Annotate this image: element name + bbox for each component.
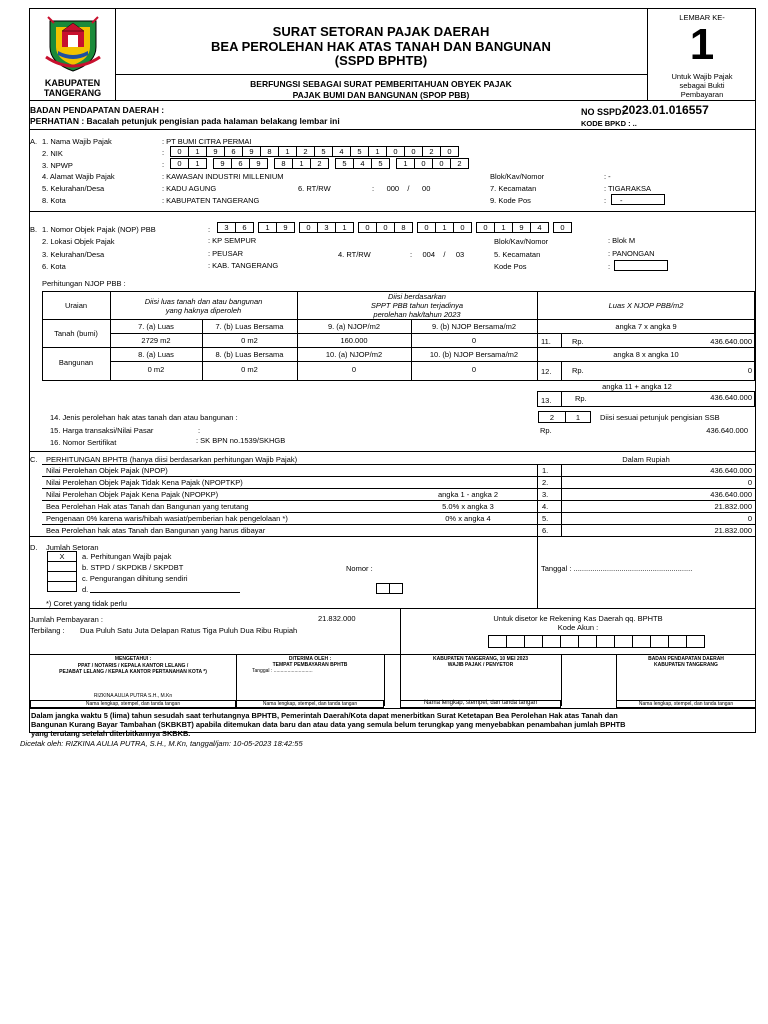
- sertifikat-label: 16. Nomor Sertifikat: [50, 438, 117, 447]
- t-7b-label: 7. (b) Luas Bersama: [215, 322, 284, 331]
- b-rtrw-value: : 004 / 03: [410, 250, 465, 259]
- rekening-text: Untuk disetor ke Rekening Kas Daerah qq. BPHTB: [493, 614, 663, 623]
- njop-h-njop-2: SPPT PBB tahun terjadinya: [370, 301, 464, 310]
- b-formula: angka 8 x angka 10: [613, 350, 679, 359]
- option-a-checkbox[interactable]: X: [47, 551, 77, 562]
- sig1-title-1: MENGETAHUI :: [114, 656, 152, 662]
- c-row-value: 436.640.000: [710, 490, 752, 499]
- c-row-formula: angka 1 - angka 2: [437, 490, 499, 499]
- b-10b-label: 10. (b) NJOP Bersama/m2: [429, 350, 519, 359]
- sig2-title-1: DITERIMA OLEH :: [288, 656, 332, 662]
- nik-digit: 6: [224, 146, 243, 157]
- harga-value: 436.640.000: [706, 426, 748, 435]
- agency-notice: PERHATIAN : Bacalah petunjuk pengisian pada halaman belakang lembar ini: [30, 116, 340, 126]
- form-title-1: SURAT SETORAN PAJAK DAERAH: [272, 24, 490, 39]
- kode-akun-digit[interactable]: [668, 635, 687, 648]
- njop-h-njop-3: perolehan hak/tahun 2023: [373, 310, 461, 319]
- jenis-label: 14. Jenis perolehan hak atas tanah dan atau bangunan :: [50, 413, 238, 422]
- footer-notice-3: yang terutang setelah diterbitkannya SKBKB.: [31, 729, 191, 738]
- kode-akun-digit[interactable]: [488, 635, 507, 648]
- b-kelurahan-value: : PEUSAR: [208, 249, 244, 258]
- option-a-label: a. Perhitungan Wajib pajak: [82, 552, 172, 561]
- t-formula: angka 7 x angka 9: [615, 322, 677, 331]
- b-kecamatan-label: 5. Kecamatan: [494, 250, 541, 259]
- a-kelurahan-label: 5. Kelurahan/Desa: [42, 184, 105, 193]
- t-njop-bersama: 0: [471, 336, 477, 345]
- nik-digit: 2: [296, 146, 315, 157]
- c-row-label: Pengenaan 0% karena waris/hibah wasiat/pemberian hak pengelolaan *): [46, 514, 288, 523]
- jumlah-value: 21.832.000: [318, 614, 356, 623]
- section-d-title: Jumlah Setoran: [46, 543, 99, 552]
- nik-digit: 0: [404, 146, 423, 157]
- npwp-digit: 0: [170, 158, 189, 169]
- b-lokasi-label: 2. Lokasi Objek Pajak: [42, 237, 115, 246]
- kode-akun-digit[interactable]: [632, 635, 651, 648]
- nop-digit: 3: [317, 222, 336, 233]
- nop-digit: 0: [453, 222, 472, 233]
- t-7a-label: 7. (a) Luas: [138, 322, 174, 331]
- njop-h-luas-1: Diisi luas tanah dan atau bangunan: [144, 297, 263, 306]
- option-d-checkbox[interactable]: [47, 581, 77, 592]
- b-no: 12.: [541, 367, 552, 376]
- sheet-label: LEMBAR KE-: [679, 13, 725, 22]
- sig1-title-3: PEJABAT LELANG / KEPALA KANTOR PERTANAHAN KOTA *): [59, 669, 207, 675]
- c-row-label: Nilai Perolehan Objek Pajak (NPOP): [46, 466, 168, 475]
- c-row-value: 0: [747, 478, 752, 487]
- option-d-line: [90, 592, 240, 593]
- sum-no: 13.: [541, 396, 552, 405]
- c-row-number: 3.: [542, 490, 549, 499]
- npwp-digit: 1: [292, 158, 311, 169]
- a-kodepos-box: [611, 194, 665, 205]
- sum-rp: Rp.: [575, 394, 587, 403]
- footer-notice-2: Bangunan Kurang Bayar Tambahan (SKBKBT) apabila ditemukan data baru dan atau data yang semula belum terungkap yang menyebabkan penambahan jumlah BPHTB: [31, 720, 626, 729]
- npwp-digit: 2: [310, 158, 329, 169]
- section-d-letter: D.: [30, 543, 38, 552]
- nik-colon: :: [162, 148, 165, 157]
- bangunan-label: Bangunan: [58, 358, 94, 367]
- sig1-caption: Nama lengkap, stempel, dan tanda tangan: [85, 701, 181, 707]
- npwp-digit: 1: [396, 158, 415, 169]
- sum-formula: angka 11 + angka 12: [602, 382, 672, 391]
- a-kota-label: 8. Kota: [42, 196, 66, 205]
- section-a-letter: A.: [30, 137, 38, 146]
- address-value: : KAWASAN INDUSTRI MILLENIUM: [162, 172, 284, 181]
- nop-digit: 0: [417, 222, 436, 233]
- nik-digit: 9: [206, 146, 225, 157]
- b-luas: 0 m2: [147, 365, 165, 374]
- sheet-note-3: Pembayaran: [680, 90, 724, 99]
- agency-name: BADAN PENDAPATAN DAERAH :: [30, 105, 165, 115]
- nop-colon: :: [208, 225, 211, 234]
- c-row-number: 4.: [542, 502, 549, 511]
- nop-digit: 6: [235, 222, 254, 233]
- regency-logo: [44, 13, 102, 73]
- nop-digits: [218, 222, 572, 233]
- npwp-digit: 9: [213, 158, 232, 169]
- t-luas: 2729 m2: [141, 336, 171, 345]
- nik-digit: 5: [314, 146, 333, 157]
- kode-akun-digit[interactable]: [560, 635, 579, 648]
- c-row-label: Bea Perolehan Hak atas Tanah dan Bangunan yang terutang: [46, 502, 249, 511]
- c-row-number: 1.: [542, 466, 549, 475]
- b-kecamatan-value: : PANONGAN: [608, 249, 655, 258]
- njop-title: Perhitungan NJOP PBB :: [42, 279, 126, 288]
- t-9b-label: 9. (b) NJOP Bersama/m2: [431, 322, 517, 331]
- a-kota-value: : KABUPATEN TANGERANG: [162, 196, 260, 205]
- t-total: 436.640.000: [710, 337, 752, 346]
- b-8b-label: 8. (b) Luas Bersama: [215, 350, 284, 359]
- form-title-2: BEA PEROLEHAN HAK ATAS TANAH DAN BANGUNAN: [211, 39, 551, 54]
- form-title-3: (SSPD BPHTB): [334, 53, 428, 68]
- npwp-digit: 0: [432, 158, 451, 169]
- nop-digit: 9: [512, 222, 531, 233]
- address-label: 4. Alamat Wajib Pajak: [42, 172, 115, 181]
- c-row-number: 5.: [542, 514, 549, 523]
- npwp-separator: [482, 158, 490, 169]
- kode-akun-digit[interactable]: [596, 635, 615, 648]
- section-c-col-label: Dalam Rupiah: [622, 455, 670, 464]
- nomor-label: Nomor :: [346, 564, 373, 573]
- tanah-label: Tanah (bumi): [54, 329, 98, 338]
- kode-akun-boxes[interactable]: [489, 635, 705, 648]
- nomor-box-1[interactable]: [376, 583, 390, 594]
- nop-digit: 1: [335, 222, 354, 233]
- taxpayer-name-value: : PT BUMI CITRA PERMAI: [162, 137, 252, 146]
- sig4-caption: Nama lengkap, stempel, dan tanda tangan: [638, 701, 734, 707]
- nik-digit: 1: [368, 146, 387, 157]
- jumlah-label: Jumlah Pembayaran :: [30, 615, 103, 624]
- b-blok-label: Blok/Kav/Nomor: [494, 237, 549, 246]
- c-row-value: 0: [747, 514, 752, 523]
- bpkd-code: KODE BPKD : ..: [581, 119, 637, 128]
- c-row-value: 21.832.000: [714, 502, 752, 511]
- b-8a-label: 8. (a) Luas: [138, 350, 174, 359]
- npwp-digit: 2: [450, 158, 469, 169]
- nik-digit: 1: [188, 146, 207, 157]
- kode-akun-digit[interactable]: [578, 635, 597, 648]
- b-luas-bersama: 0 m2: [241, 365, 258, 374]
- npwp-digit: 0: [414, 158, 433, 169]
- t-9a-label: 9. (a) NJOP/m2: [327, 322, 381, 331]
- section-c-title: PERHITUNGAN BPHTB (hanya diisi berdasarkan perhitungan Wajib Pajak): [46, 455, 298, 464]
- nik-label: 2. NIK: [42, 149, 63, 158]
- printed-by: Dicetak oleh: RIZKINA AULIA PUTRA, S.H., M.Kn, tanggal/jam: 10-05-2023 18:42:55: [20, 739, 303, 748]
- nik-digit: 5: [350, 146, 369, 157]
- kode-akun-digit[interactable]: [614, 635, 633, 648]
- kode-akun-digit[interactable]: [524, 635, 543, 648]
- c-row-label: Nilai Perolehan Objek Pajak Kena Pajak (NPOPKP): [46, 490, 219, 499]
- kode-akun-digit[interactable]: [686, 635, 705, 648]
- sig2-title-2: TEMPAT PEMBAYARAN BPHTB: [272, 662, 348, 668]
- b-10a-label: 10. (a) NJOP/m2: [325, 350, 383, 359]
- b-kelurahan-label: 3. Kelurahan/Desa: [42, 250, 105, 259]
- terbilang-value: Dua Puluh Satu Juta Delapan Ratus Tiga Puluh Dua Ribu Rupiah: [80, 626, 298, 635]
- t-rp: Rp.: [572, 337, 584, 346]
- nop-digit: 1: [258, 222, 277, 233]
- c-row-formula: 0% x angka 4: [445, 514, 491, 523]
- regency-name-line1: KABUPATEN: [44, 78, 101, 88]
- harga-colon: :: [198, 426, 201, 435]
- nop-digit: 1: [494, 222, 513, 233]
- sig2-caption: Nama lengkap, stempel, dan tanda tangan: [262, 701, 358, 707]
- nop-digit: 0: [553, 222, 572, 233]
- a-blok-value: : -: [604, 172, 611, 181]
- c-row-number: 6.: [542, 526, 549, 535]
- nop-digit: 3: [217, 222, 236, 233]
- t-luas-bersama: 0 m2: [241, 336, 258, 345]
- nop-digit: 0: [358, 222, 377, 233]
- sig3-title-2: WAJIB PAJAK / PENYETOR: [447, 662, 514, 668]
- section-c-letter: C.: [30, 455, 38, 464]
- nik-digit: 8: [260, 146, 279, 157]
- tanggal-label: Tanggal : .........................................................: [541, 564, 693, 573]
- a-kodepos-value: -: [620, 196, 623, 205]
- nik-digit: 2: [422, 146, 441, 157]
- sertifikat-value: : SK BPN no.1539/SKHGB: [196, 436, 286, 445]
- sig4-title-1: BADAN PENDAPATAN DAERAH: [648, 656, 724, 662]
- a-kecamatan-label: 7. Kecamatan: [490, 184, 537, 193]
- b-kodepos-label: Kode Pos: [494, 262, 527, 271]
- jenis-digit-2: 1: [565, 411, 591, 423]
- footer-notice-1: Dalam jangka waktu 5 (lima) tahun sesudah saat terhutangnya BPHTB, Pemerintah Daerah/Kota dapat menerbitkan Surat Ketetapan Bea Perolehan Hak atas Tanah dan: [31, 711, 618, 720]
- harga-label: 15. Harga transaksi/Nilai Pasar: [50, 426, 154, 435]
- a-blok-label: Blok/Kav/Nomor: [490, 172, 545, 181]
- nop-digit: 9: [276, 222, 295, 233]
- sum-total: 436.640.000: [710, 393, 752, 402]
- sspd-label: NO SSPD:: [581, 107, 625, 117]
- harga-rp: Rp.: [540, 426, 552, 435]
- c-row-value: 436.640.000: [710, 466, 752, 475]
- sig1-name: RIZKINA AULIA PUTRA S.H., M.Kn: [93, 693, 173, 699]
- regency-name-line2: TANGERANG: [43, 88, 102, 98]
- nop-digit: 4: [530, 222, 549, 233]
- a-rtrw-label: 6. RT/RW: [298, 184, 331, 193]
- c-row-value: 21.832.000: [714, 526, 752, 535]
- option-b-label: b. STPD / SKPDKB / SKPDBT: [82, 563, 184, 572]
- b-njop: 0: [351, 365, 357, 374]
- nik-digit: 4: [332, 146, 351, 157]
- sheet-note-2: sebagai Bukti: [679, 81, 725, 90]
- c-row-label: Bea Perolehan hak atas Tanah dan Bangunan yang harus dibayar: [46, 526, 266, 535]
- nik-digit: 0: [386, 146, 405, 157]
- npwp-digit: 5: [371, 158, 390, 169]
- nop-digit: 8: [394, 222, 413, 233]
- sig3-caption: Nama lengkap, stempel, dan tanda tangan: [423, 700, 538, 706]
- nik-digit: 1: [278, 146, 297, 157]
- b-rtrw-label: 4. RT/RW: [338, 250, 371, 259]
- t-njop: 160.000: [340, 336, 368, 345]
- footnote: *) Coret yang tidak perlu: [46, 599, 127, 608]
- nop-digit: 0: [476, 222, 495, 233]
- njop-h-uraian: Uraian: [64, 301, 88, 310]
- nik-digit: 0: [170, 146, 189, 157]
- a-kelurahan-value: : KADU AGUNG: [162, 184, 217, 193]
- a-kodepos-label: 9. Kode Pos: [490, 196, 531, 205]
- t-no: 11.: [541, 337, 551, 346]
- npwp-colon: :: [162, 160, 165, 169]
- c-row-number: 2.: [542, 478, 549, 487]
- option-d-label: d.: [82, 585, 89, 594]
- nik-digit: 9: [242, 146, 261, 157]
- nop-digit: 0: [299, 222, 318, 233]
- form-function-2: PAJAK BUMI DAN BANGUNAN (SPOP PBB): [292, 90, 470, 100]
- npwp-digit: 8: [274, 158, 293, 169]
- npwp-digit: 9: [249, 158, 268, 169]
- b-total: 0: [747, 366, 752, 375]
- njop-h-njop-1: Diisi berdasarkan: [388, 292, 446, 301]
- npwp-digit: 4: [353, 158, 372, 169]
- kode-akun-digit[interactable]: [650, 635, 669, 648]
- kode-akun-digit[interactable]: [542, 635, 561, 648]
- b-njop-bersama: 0: [471, 365, 477, 374]
- sig1-title-2: PPAT / NOTARIS / KEPALA KANTOR LELANG /: [77, 663, 189, 669]
- nik-digit: 0: [440, 146, 459, 157]
- option-c-label: c. Pengurangan dihitung sendiri: [82, 574, 188, 583]
- nop-digit: 1: [435, 222, 454, 233]
- sspd-number: 2023.01.016557: [622, 103, 709, 117]
- npwp-digit: 5: [335, 158, 354, 169]
- sig2-date: Tanggal : ............................: [252, 668, 313, 674]
- sig4-title-2: KABUPATEN TANGERANG: [654, 662, 718, 668]
- a-rtrw-value: : 000 / 00: [372, 184, 431, 193]
- jenis-note: Diisi sesuai petunjuk pengisian SSB: [600, 413, 720, 422]
- kode-akun-digit[interactable]: [506, 635, 525, 648]
- npwp-digits: [171, 158, 490, 169]
- nik-digits: [171, 146, 459, 157]
- sheet-number: 1: [689, 20, 715, 69]
- sig3-title-1: KABUPATEN TANGERANG, 10 MEI 2023: [432, 656, 529, 662]
- b-kota-label: 6. Kota: [42, 262, 66, 271]
- section-b-letter: B.: [30, 225, 38, 234]
- njop-h-total: Luas X NJOP PBB/m2: [608, 301, 684, 310]
- nop-digit: 0: [376, 222, 395, 233]
- nomor-box-2[interactable]: [389, 583, 403, 594]
- npwp-digit: 6: [231, 158, 250, 169]
- a-kodepos-colon: :: [604, 196, 607, 205]
- b-kodepos-box: [614, 260, 668, 271]
- a-kecamatan-value: : TIGARAKSA: [604, 184, 651, 193]
- b-lokasi-value: : KP SEMPUR: [208, 236, 257, 245]
- kode-akun-label: Kode Akun :: [557, 623, 599, 632]
- c-row-label: Nilai Perolehan Objek Pajak Tidak Kena Pajak (NPOPTKP): [46, 478, 243, 487]
- sheet-note-1: Untuk Wajib Pajak: [671, 72, 733, 81]
- nop-label: 1. Nomor Objek Pajak (NOP) PBB: [42, 225, 156, 234]
- b-kota-value: : KAB. TANGERANG: [208, 261, 279, 270]
- b-rp: Rp.: [572, 366, 584, 375]
- npwp-label: 3. NPWP: [42, 161, 73, 170]
- terbilang-label: Terbilang :: [30, 626, 65, 635]
- npwp-digit: 1: [188, 158, 207, 169]
- form-function-1: BERFUNGSI SEBAGAI SURAT PEMBERITAHUAN OBYEK PAJAK: [250, 79, 512, 89]
- taxpayer-name-label: 1. Nama Wajib Pajak: [42, 137, 112, 146]
- njop-h-luas-2: yang haknya diperoleh: [165, 306, 242, 315]
- b-kodepos-colon: :: [608, 262, 611, 271]
- c-row-formula: 5.0% x angka 3: [442, 502, 494, 511]
- b-blok-value: : Blok M: [608, 236, 636, 245]
- jenis-digit-1: 2: [538, 411, 566, 423]
